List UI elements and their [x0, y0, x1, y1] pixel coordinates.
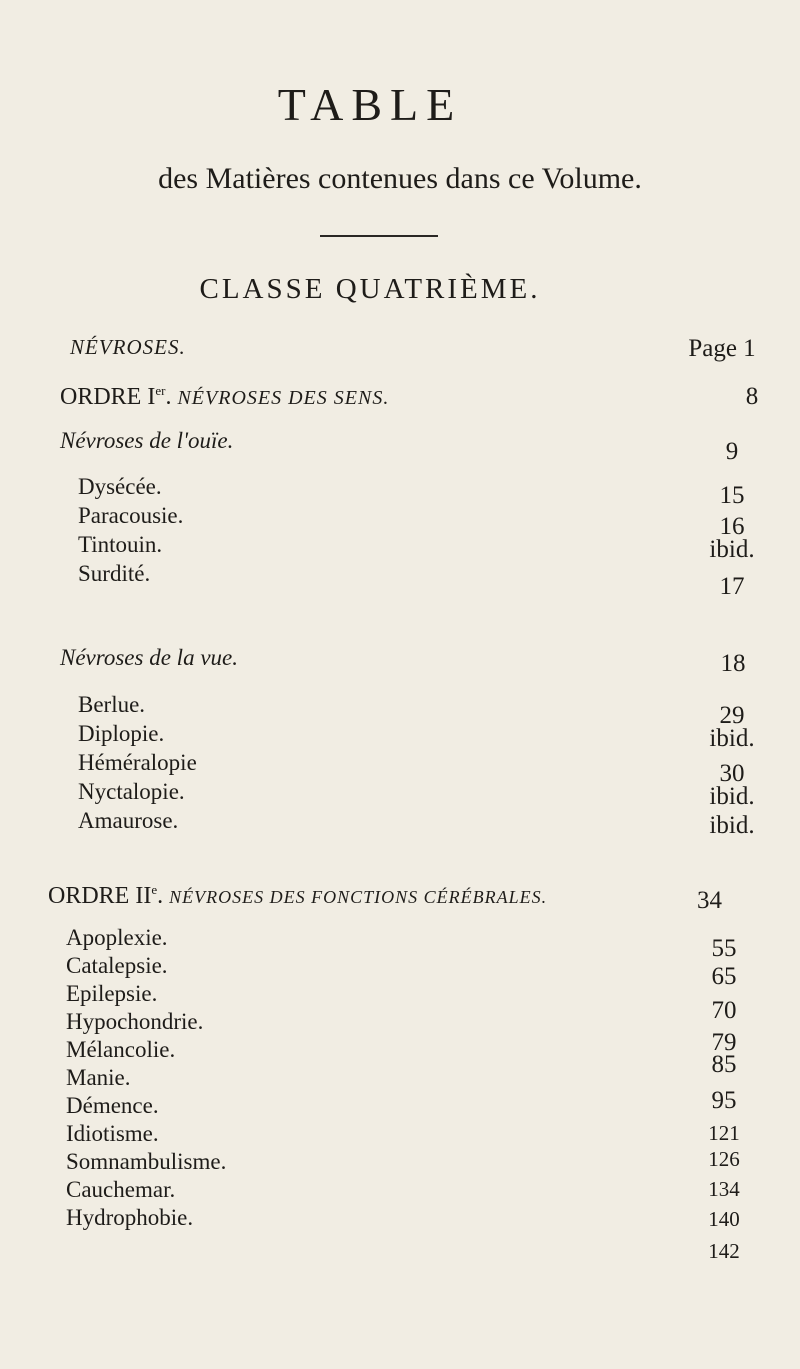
toc-row [0, 808, 800, 838]
toc-row [0, 925, 800, 962]
toc-row-nevroses [0, 335, 800, 365]
toc-row [0, 561, 800, 600]
page-number: 121 [708, 1121, 740, 1145]
page-number: 55 [711, 935, 737, 962]
ordre-title: NÉVROSES DES FONCTIONS CÉRÉBRALES. [169, 887, 548, 907]
toc-row [0, 503, 800, 540]
entry-label: Somnambulisme. [66, 1149, 227, 1174]
ordre-sup: e [151, 882, 158, 897]
page-title: TABLE [277, 79, 463, 130]
entry-label: Héméralopie [78, 750, 197, 775]
page-number: 29 [719, 702, 745, 729]
page-number: 126 [708, 1147, 740, 1171]
page-number: 18 [720, 650, 746, 677]
entry-label: Idiotisme. [66, 1121, 159, 1146]
page-number: 34 [697, 887, 722, 914]
toc-row-ordre-2 [0, 882, 800, 912]
toc-row [0, 692, 800, 729]
class-label: NÉVROSES. [70, 335, 186, 359]
page-number: ibid. [709, 536, 755, 563]
entry-label: Apoplexie. [66, 925, 168, 950]
section-label: Névroses de l'ouïe. [60, 428, 234, 453]
page-number: Page 1 [688, 335, 756, 362]
entry-label: Paracousie. [78, 503, 184, 528]
page-subtitle: des Matières contenues dans ce Volume. [158, 162, 642, 195]
toc-row-section-ouie [0, 428, 800, 465]
toc-row [0, 750, 800, 787]
entry-label: Catalepsie. [66, 953, 168, 978]
toc-row [0, 721, 800, 751]
entry-label: Hypochondrie. [66, 1009, 204, 1034]
entry-label: Mélancolie. [66, 1037, 176, 1062]
page-number: 134 [708, 1177, 740, 1201]
entry-label: Dysécée. [78, 474, 162, 499]
toc-row [0, 953, 800, 990]
toc-row [0, 532, 800, 562]
page-number: 85 [711, 1051, 737, 1078]
entry-label: Manie. [66, 1065, 131, 1090]
page-number: 16 [719, 513, 745, 540]
entry-label: Tintouin. [78, 532, 163, 557]
page-number: 17 [719, 573, 745, 600]
section-label: Névroses de la vue. [60, 645, 238, 670]
page-number: 142 [708, 1239, 740, 1263]
page-number: ibid. [709, 725, 755, 752]
ordre-label: ORDRE Ier. NÉVROSES DES SENS. [60, 383, 390, 410]
page-number: 15 [719, 482, 745, 509]
page-number: 95 [711, 1087, 737, 1114]
page-number: 70 [711, 997, 737, 1024]
toc-row-section-vue [0, 645, 800, 675]
toc-row [0, 779, 800, 809]
toc-row [0, 474, 800, 509]
entry-label: Amaurose. [78, 808, 179, 833]
entry-label: Epilepsie. [66, 981, 158, 1006]
toc-row [0, 1205, 800, 1263]
page-number: 140 [708, 1207, 740, 1231]
page-number: ibid. [709, 783, 755, 810]
page-number: 30 [719, 760, 745, 787]
toc-row-ordre-1 [0, 383, 800, 413]
divider-rule [320, 235, 438, 237]
page-number: 9 [725, 438, 739, 465]
ordre-label: ORDRE IIe. NÉVROSES DES FONCTIONS CÉRÉBRALES. [48, 882, 548, 909]
entry-label: Diplopie. [78, 721, 165, 746]
class-heading: CLASSE QUATRIÈME. [199, 273, 541, 305]
page-number: 79 [711, 1029, 737, 1056]
entry-label: Cauchemar. [66, 1177, 176, 1202]
entry-label: Nyctalopie. [78, 779, 185, 804]
page-number: 8 [745, 383, 759, 410]
ordre-prefix: ORDRE II [48, 883, 152, 909]
entry-label: Hydrophobie. [66, 1205, 194, 1230]
entry-label: Berlue. [78, 692, 146, 717]
page-number: 65 [711, 963, 737, 990]
page-number: ibid. [709, 812, 755, 839]
entry-label: Démence. [66, 1093, 159, 1118]
entry-label: Surdité. [78, 561, 151, 586]
